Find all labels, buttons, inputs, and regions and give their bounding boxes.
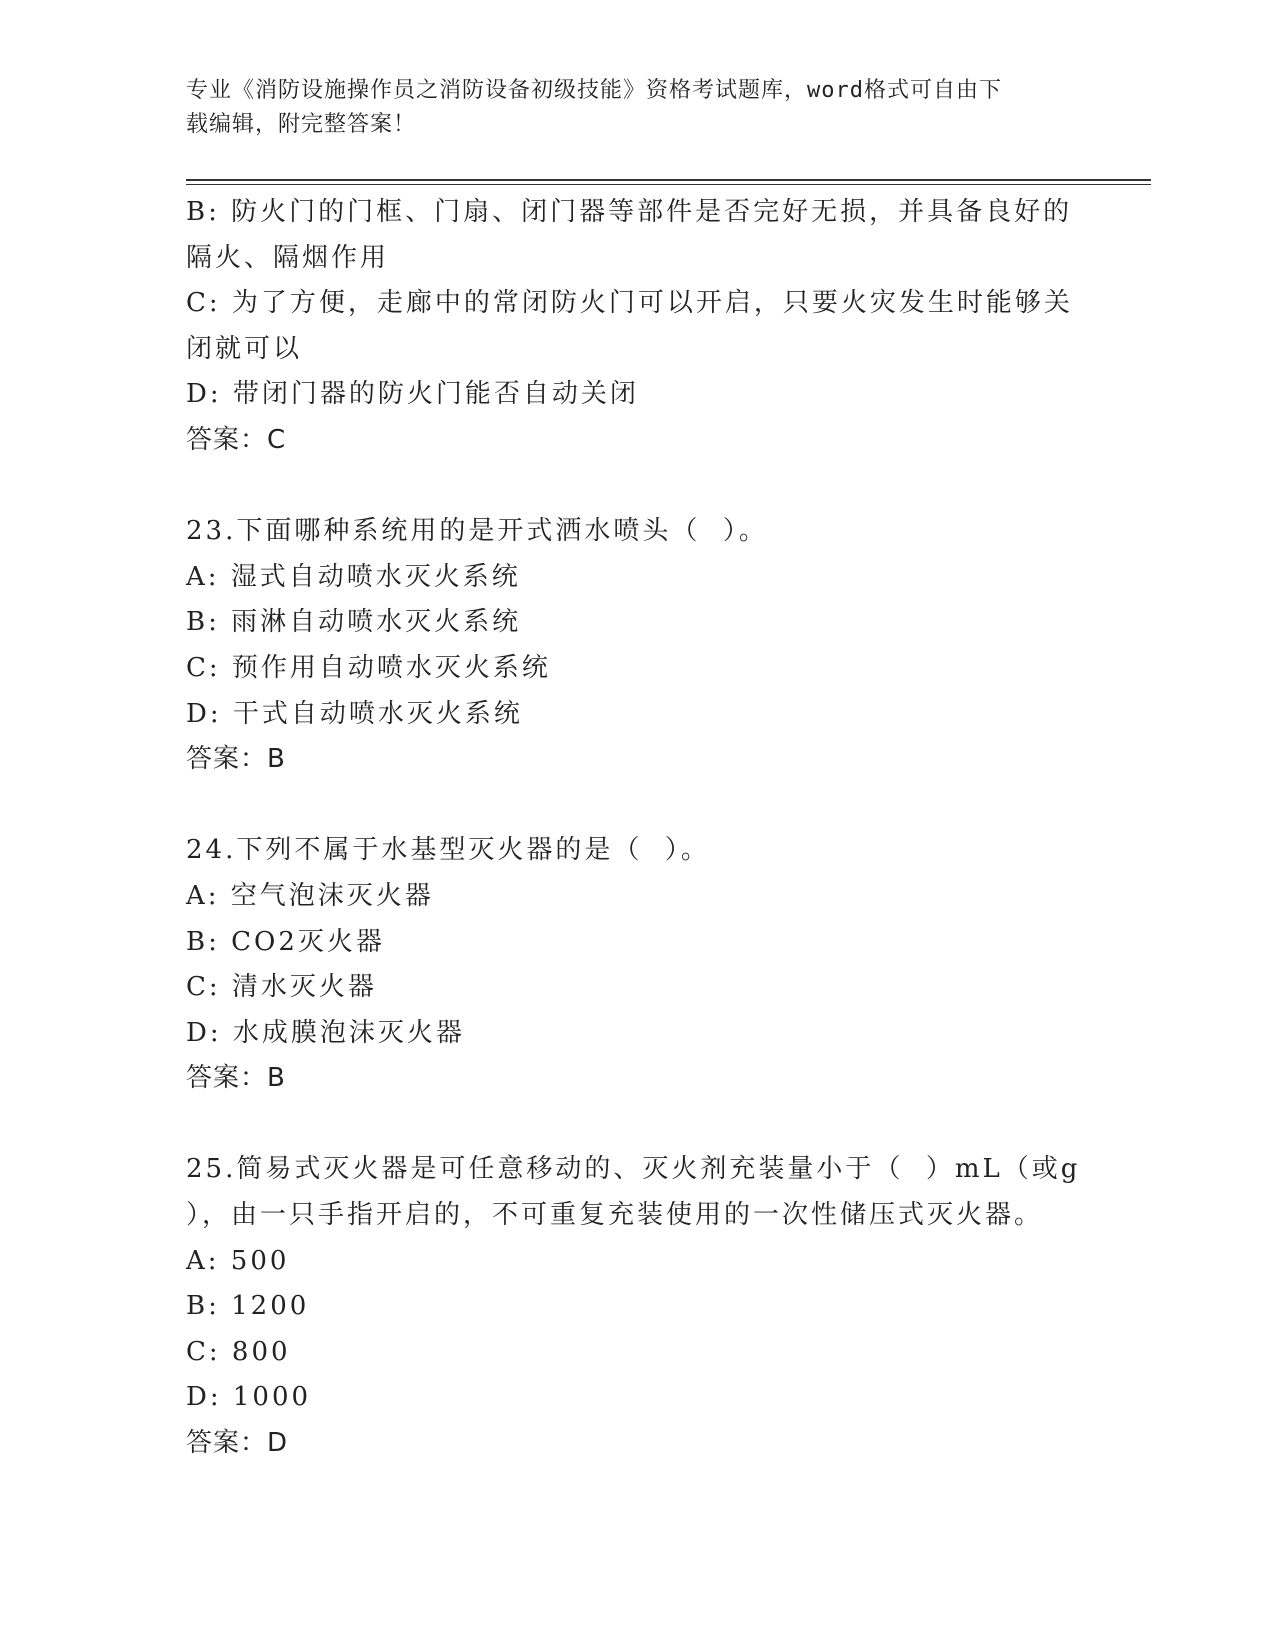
option-b-line-1: B: 防火门的门框、门扇、闭门器等部件是否完好无损，并具备良好的 — [186, 197, 1073, 227]
option-a: A: 500 — [186, 1245, 290, 1276]
answer: 答案：C — [186, 424, 287, 455]
answer: 答案：B — [186, 744, 286, 775]
option-b: B: CO2灭火器 — [186, 926, 385, 957]
option-b: B: 雨淋自动喷水灭火系统 — [186, 607, 522, 638]
option-c-line-1: C: 为了方便，走廊中的常闭防火门可以开启，只要火灾发生时能够关 — [186, 288, 1073, 319]
answer: 答案：B — [186, 1063, 286, 1094]
question-22-continued — [186, 190, 1086, 464]
header-divider-thin — [186, 184, 1151, 185]
option-b: B: 1200 — [186, 1291, 310, 1322]
page-header — [186, 74, 1076, 142]
option-a: A: 空气泡沫灭火器 — [186, 880, 434, 911]
option-b-line-2: 隔火、隔烟作用 — [186, 242, 390, 273]
answer: 答案：D — [186, 1428, 289, 1459]
spacer — [186, 464, 1086, 510]
option-c: C: 预作用自动喷水灭火系统 — [186, 652, 551, 683]
spacer — [186, 783, 1086, 829]
option-c-line-2: 闭就可以 — [186, 333, 303, 364]
header-divider-thick — [186, 179, 1151, 181]
header-title-line-2: 载编辑，附完整答案！ — [186, 112, 417, 137]
question-text: 24.下列不属于水基型灭火器的是（ ）。 — [186, 835, 710, 866]
spacer — [186, 1102, 1086, 1148]
question-text-line-1: 25.简易式灭火器是可任意移动的、灭火剂充装量小于（ ）mL（或g — [186, 1154, 1081, 1185]
option-d: D: 1000 — [186, 1382, 312, 1413]
question-25 — [186, 1147, 1086, 1466]
option-d: D: 干式自动喷水灭火系统 — [186, 698, 523, 729]
option-a: A: 湿式自动喷水灭火系统 — [186, 561, 521, 592]
document-page — [186, 0, 1151, 1650]
question-24 — [186, 828, 1086, 1102]
question-text: 23.下面哪种系统用的是开式洒水喷头（ ）。 — [186, 516, 768, 547]
option-c: C: 清水灭火器 — [186, 972, 377, 1003]
header-title-line-1: 专业《消防设施操作员之消防设备初级技能》资格考试题库，word格式可自由下 — [186, 78, 1002, 103]
option-c: C: 800 — [186, 1336, 291, 1367]
option-d: D: 水成膜泡沫灭火器 — [186, 1017, 465, 1048]
question-23 — [186, 509, 1086, 783]
question-text-line-2: ），由一只手指开启的，不可重复充装使用的一次性储压式灭火器。 — [186, 1200, 1044, 1231]
question-list — [186, 190, 1086, 1467]
option-d: D: 带闭门器的防火门能否自动关闭 — [186, 379, 639, 410]
